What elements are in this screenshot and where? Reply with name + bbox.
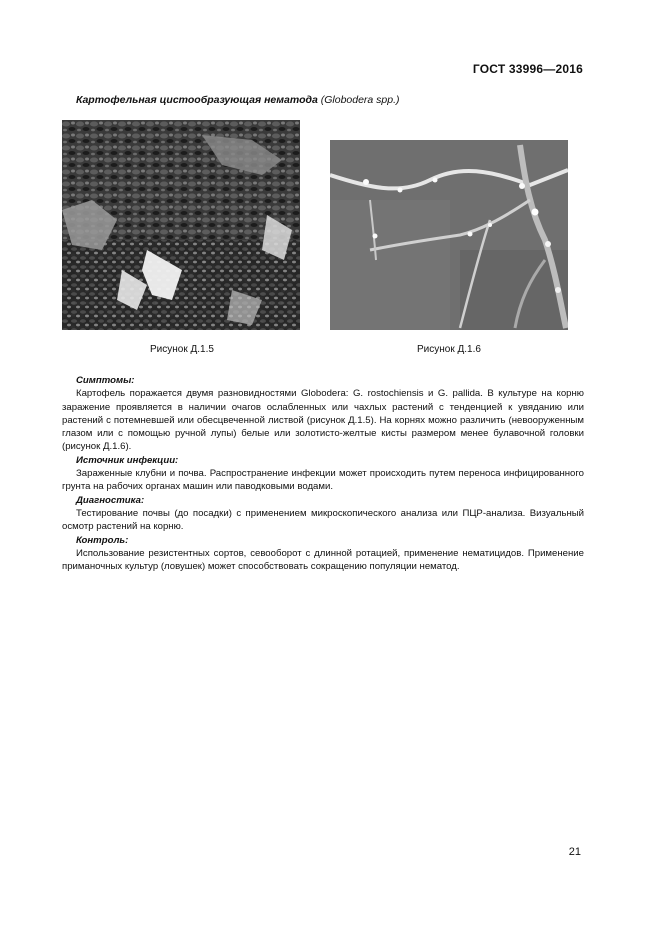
control-title: Контроль: [76, 534, 129, 546]
diagnostics-text: Тестирование почвы (до посадки) с применением микроскопического анализа или ПЦР-анализа. Визуальный осмотр растений на корню. [62, 507, 584, 533]
potato-roots-image [330, 140, 568, 330]
document-body [62, 374, 584, 573]
section-heading [76, 94, 400, 106]
page-number: 21 [568, 846, 581, 858]
infection-source-text: Зараженные клубни и почва. Распространение инфекции может происходить путем переноса инфицированного грунта на рабочих органах машин или паводковыми водами. [62, 468, 584, 493]
infection-source-title: Источник инфекции: [76, 454, 179, 466]
potato-roots-cysts-photo [330, 140, 568, 330]
heading-main: Картофельная цистообразующая нематода [76, 94, 318, 106]
potato-field-photo [62, 120, 300, 330]
potato-field-image [62, 120, 300, 330]
symptoms-title: Симптомы: [76, 375, 135, 386]
control-text: Использование резистентных сортов, севооборот с длинной ротацией, применение нематицидов. Применение приманочных культур (ловушек) может способствовать сокращению популяции нематод. [62, 547, 584, 573]
symptoms-text: Картофель поражается двумя разновидностями Globodera: G. rostochiensis и G. pallida. В культуре на корню заражение проявляется в наличии очагов ослабленных или чахлых растений с тенденцией к увяданию или растений с потемневшей или обесцвеченной листвой (рисунок Д.1.5). На корнях можно различить (невооруженным глазом или с помощью ручной лупы) белые или золотисто-желтые кисты размером менее булавочной головки (рисунок Д.1.6). [62, 388, 584, 453]
standard-number: ГОСТ 33996—2016 [472, 62, 583, 76]
diagnostics-title: Диагностика: [76, 494, 145, 506]
figure-caption-2: Рисунок Д.1.6 [417, 344, 481, 355]
figure-caption-1: Рисунок Д.1.5 [150, 344, 214, 355]
heading-latin: (Globodera spp.) [320, 94, 400, 106]
